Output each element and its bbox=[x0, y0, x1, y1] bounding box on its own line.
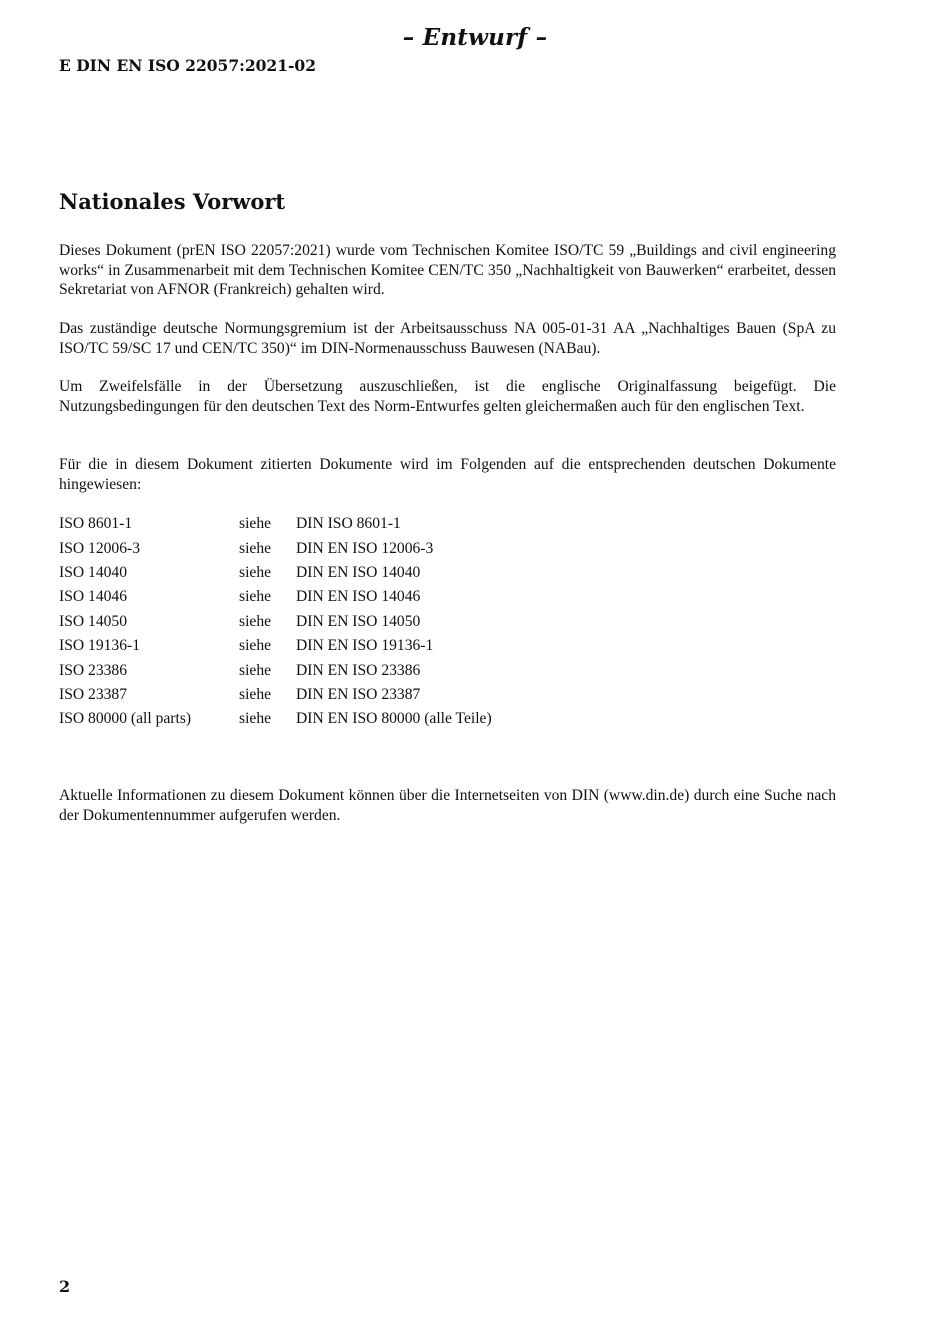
din-reference: DIN EN ISO 23386 bbox=[296, 661, 421, 679]
iso-reference: ISO 12006-3 bbox=[59, 539, 140, 557]
iso-reference: ISO 80000 (all parts) bbox=[59, 710, 192, 728]
iso-reference: ISO 19136-1 bbox=[59, 637, 140, 655]
paragraph-committee: Dieses Dokument (prEN ISO 22057:2021) wurde vom Technischen Komitee ISO/TC 59 „Buildings and civil engineering works“ in Zusammenarbeit mit dem Technischen Komitee CEN/TC 350 „Nachhaltigkeit von Bauwerken“ erarbeitet, dessen Sekretariat von AFNOR (Frankreich) gehalten wird. bbox=[59, 242, 836, 298]
page-number: 2 bbox=[59, 1277, 71, 1296]
table-row bbox=[59, 512, 492, 536]
din-reference: DIN EN ISO 14046 bbox=[296, 588, 421, 606]
iso-reference: ISO 14040 bbox=[59, 563, 128, 581]
draft-watermark-title: – Entwurf – bbox=[402, 24, 548, 51]
reference-separator: siehe bbox=[239, 563, 272, 581]
din-reference: DIN EN ISO 19136-1 bbox=[296, 637, 434, 655]
table-row bbox=[59, 634, 492, 658]
din-reference: DIN EN ISO 14040 bbox=[296, 563, 421, 581]
reference-separator: siehe bbox=[239, 661, 272, 679]
din-reference: DIN EN ISO 14050 bbox=[296, 612, 421, 630]
table-row bbox=[59, 658, 492, 682]
iso-reference: ISO 23387 bbox=[59, 685, 128, 703]
iso-reference: ISO 23386 bbox=[59, 661, 128, 679]
reference-separator: siehe bbox=[239, 637, 272, 655]
table-row bbox=[59, 610, 492, 634]
reference-separator: siehe bbox=[239, 539, 272, 557]
din-reference: DIN EN ISO 12006-3 bbox=[296, 539, 434, 557]
iso-reference: ISO 14046 bbox=[59, 588, 128, 606]
iso-reference: ISO 14050 bbox=[59, 612, 128, 630]
reference-separator: siehe bbox=[239, 588, 272, 606]
reference-separator: siehe bbox=[239, 685, 272, 703]
document-id: E DIN EN ISO 22057:2021-02 bbox=[59, 56, 316, 75]
table-row bbox=[59, 707, 492, 731]
din-reference: DIN EN ISO 80000 (alle Teile) bbox=[296, 710, 492, 728]
table-row bbox=[59, 536, 492, 560]
table-row bbox=[59, 585, 492, 609]
reference-separator: siehe bbox=[239, 710, 272, 728]
iso-reference: ISO 8601-1 bbox=[59, 515, 133, 533]
paragraph-translation: Um Zweifelsfälle in der Übersetzung auszuschließen, ist die englische Originalfassung beigefügt. Die Nutzungsbedingungen für den deutschen Text des Norm-Entwurfes gelten gleichermaßen auch für den englischen Text. bbox=[59, 378, 836, 415]
reference-separator: siehe bbox=[239, 515, 272, 533]
din-reference: DIN ISO 8601-1 bbox=[296, 515, 401, 533]
paragraph-national-body: Das zuständige deutsche Normungsgremium ist der Arbeitsausschuss NA 005-01-31 AA „Nachhaltiges Bauen (SpA zu ISO/TC 59/SC 17 und CEN/TC 350)“ im DIN-Normenausschuss Bauwesen (NABau). bbox=[59, 320, 836, 357]
table-row bbox=[59, 683, 492, 707]
din-reference: DIN EN ISO 23387 bbox=[296, 685, 421, 703]
paragraph-online-info: Aktuelle Informationen zu diesem Dokument können über die Internetseiten von DIN (www.din.de) durch eine Suche nach der Dokumentennummer aufgerufen werden. bbox=[59, 787, 836, 824]
reference-separator: siehe bbox=[239, 612, 272, 630]
table-row bbox=[59, 561, 492, 585]
section-heading: Nationales Vorwort bbox=[59, 189, 286, 214]
reference-table bbox=[59, 512, 492, 732]
paragraph-references-intro: Für die in diesem Dokument zitierten Dokumente wird im Folgenden auf die entsprechenden deutschen Dokumente hingewiesen: bbox=[59, 456, 836, 493]
